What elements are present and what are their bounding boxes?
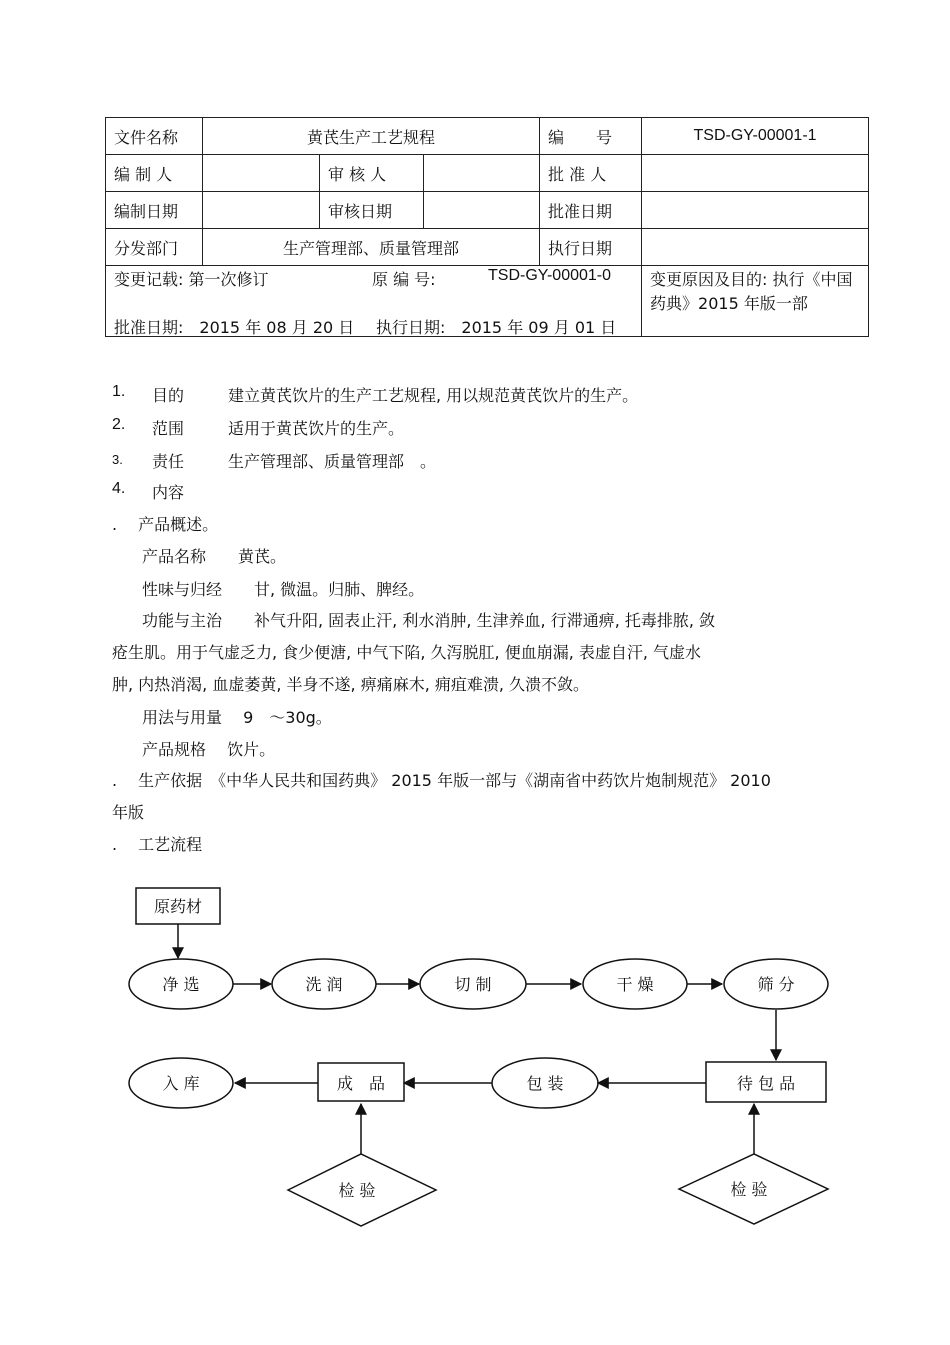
flow-heading: . 工艺流程: [112, 835, 203, 854]
label-raw-material: 原药材: [153, 897, 203, 916]
section-title: 目的: [152, 386, 185, 405]
orig-number: TSD-GY-00001-0: [488, 267, 612, 284]
label-wash: 洗 润: [305, 975, 343, 994]
section-title: 范围: [152, 419, 185, 438]
review-date-label: 审核日期: [320, 192, 424, 229]
file-name-value: 黄芪生产工艺规程: [203, 118, 540, 155]
label-pack: 包 装: [526, 1074, 564, 1093]
function-line-3: 肿, 内热消渴, 血虚萎黄, 半身不遂, 痹痛麻木, 痈疽难溃, 久溃不敛。: [112, 675, 590, 694]
reviewer-label: 审 核 人: [320, 155, 424, 192]
basis-line-1: . 生产依据 《中华人民共和国药典》 2015 年版一部与《湖南省中药饮片炮制规范》 2010: [112, 771, 771, 790]
exec-date-line: 执行日期: 2015 年 09 月 01 日: [376, 318, 617, 337]
nature: 性味与归经 甘, 微温。归肺、脾经。: [142, 580, 425, 599]
dept-label: 分发部门: [106, 229, 203, 266]
usage: 用法与用量 9 ～30g。: [142, 708, 332, 727]
section-number: 1.: [112, 383, 126, 400]
section-text: 生产管理部、质量管理部 。: [228, 452, 437, 471]
dept-value: 生产管理部、质量管理部: [203, 229, 540, 266]
section-text: 适用于黄芪饮片的生产。: [228, 419, 405, 438]
section-text: 建立黄芪饮片的生产工艺规程, 用以规范黄芪饮片的生产。: [228, 386, 639, 405]
label-inspect-1: 检 验: [338, 1181, 376, 1200]
exec-date-label: 执行日期: [540, 229, 642, 266]
section-number: 4.: [112, 480, 126, 497]
number-label: 编 号: [540, 118, 642, 155]
label-store: 入 库: [162, 1074, 200, 1093]
change-reason: 变更原因及目的: 执行《中国药典》2015 年版一部: [642, 266, 869, 337]
section-number: 3.: [112, 452, 123, 467]
approver-label: 批 准 人: [540, 155, 642, 192]
compile-date-label: 编制日期: [106, 192, 203, 229]
approve-date-label: 批准日期: [540, 192, 642, 229]
number-value: TSD-GY-00001-1: [642, 118, 869, 155]
product-name: 产品名称 黄芪。: [142, 547, 287, 566]
section-number: 2.: [112, 416, 126, 433]
label-inspect-2: 检 验: [730, 1180, 768, 1199]
label-sieve: 筛 分: [757, 975, 795, 994]
function-line-2: 疮生肌。用于气虚乏力, 食少便溏, 中气下陷, 久泻脱肛, 便血崩漏, 表虚自汗, 气虚水: [112, 643, 702, 662]
spec: 产品规格 饮片。: [142, 740, 276, 759]
approve-date-line: 批准日期: 2015 年 08 月 20 日: [114, 318, 355, 337]
basis-line-2: 年版: [112, 803, 145, 822]
function-line-1: 功能与主治 补气升阳, 固表止汗, 利水消肿, 生津养血, 行滞通痹, 托毒排脓, 敛: [142, 611, 716, 630]
label-cut: 切 制: [454, 975, 492, 994]
compiler-label: 编 制 人: [106, 155, 203, 192]
file-name-label: 文件名称: [106, 118, 203, 155]
label-dry: 干 燥: [616, 975, 654, 994]
orig-number-label: 原 编 号:: [372, 270, 436, 289]
label-select: 净 选: [162, 975, 200, 994]
label-finished: 成 品: [336, 1074, 386, 1093]
change-record: 变更记载: 第一次修订: [114, 270, 269, 289]
section-title: 内容: [152, 483, 185, 502]
label-pending-pack: 待 包 品: [736, 1074, 796, 1093]
section-title: 责任: [152, 452, 185, 471]
overview-heading: . 产品概述。: [112, 515, 219, 534]
